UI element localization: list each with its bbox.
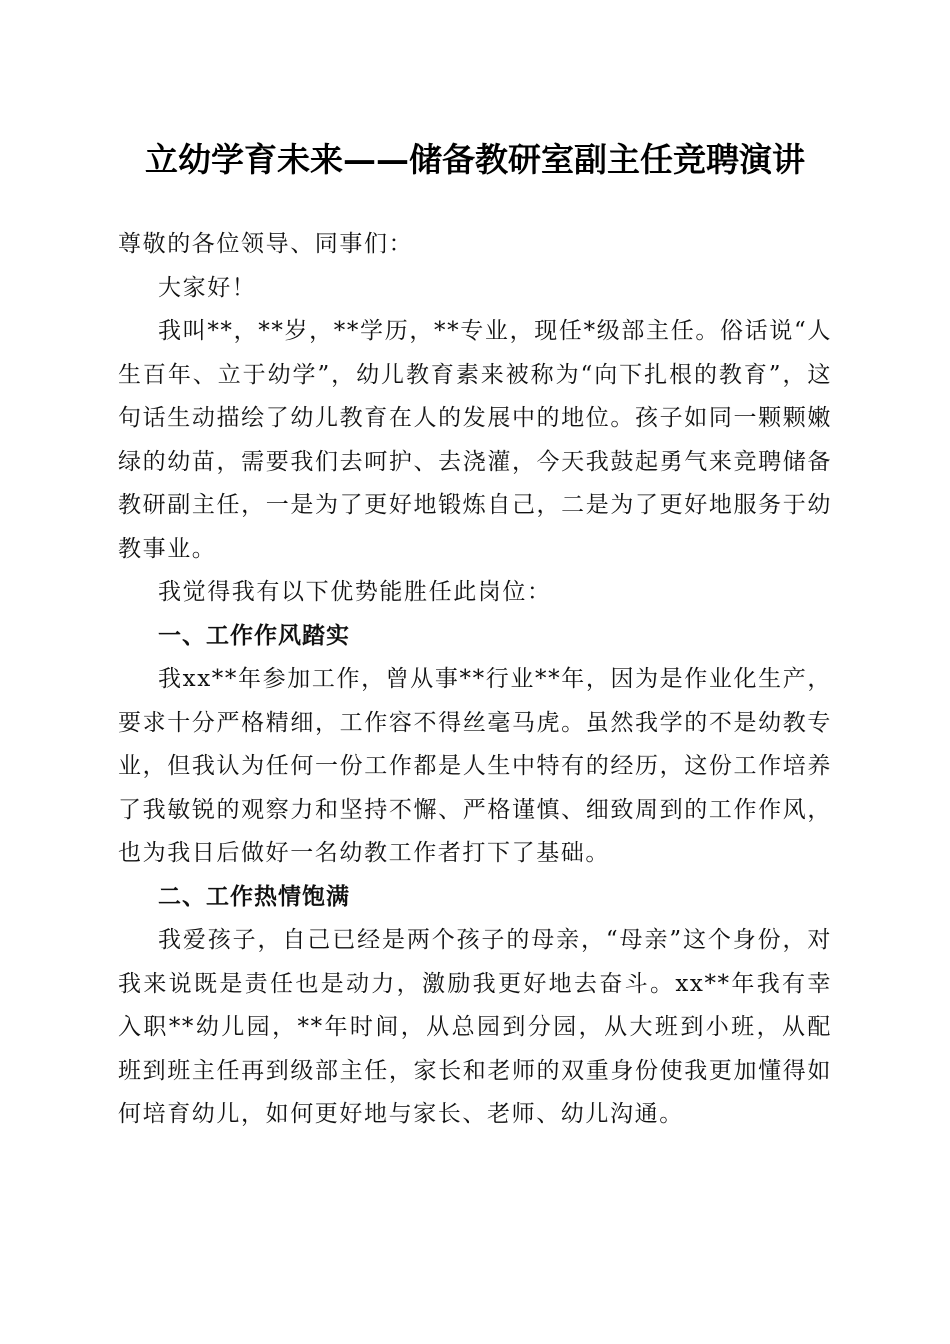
- section-heading-1: 一、工作作风踏实: [158, 622, 350, 649]
- salutation: 尊敬的各位领导、同事们：: [118, 231, 414, 257]
- greeting: 大家好！: [158, 274, 257, 301]
- document-body: [118, 223, 832, 1137]
- intro-paragraph: 我叫**，**岁，**学历，**专业，现任*级部主任。俗话说“人生百年、立于幼学”，幼儿教育素来被称为“向下扎根的教育”，这句话生动描绘了幼儿教育在人的发展中的地位。孩子如同一颗颗嫩绿的幼苗，需要我们去呵护、去浇灌，今天我鼓起勇气来竞聘储备教研副主任，一是为了更好地锻炼自己，二是为了更好地服务于幼教事业。: [118, 318, 832, 562]
- document-title: 立幼学育未来——储备教研室副主任竞聘演讲: [145, 140, 805, 179]
- advantages-lead: 我觉得我有以下优势能胜任此岗位：: [158, 579, 552, 605]
- section-heading-2: 二、工作热情饱满: [158, 883, 350, 910]
- section-body-1: 我xx**年参加工作，曾从事**行业**年，因为是作业化生产，要求十分严格精细，工作容不得丝毫马虎。虽然我学的不是幼教专业，但我认为任何一份工作都是人生中特有的经历，这份工作培养了我敏锐的观察力和坚持不懈、严格谨慎、细致周到的工作作风，也为我日后做好一名幼教工作者打下了基础。: [118, 666, 832, 866]
- section-body-2: 我爱孩子，自己已经是两个孩子的母亲，“母亲”这个身份，对我来说既是责任也是动力，激励我更好地去奋斗。xx**年我有幸入职**幼儿园，**年时间，从总园到分园，从大班到小班，从配班到班主任再到级部主任，家长和老师的双重身份使我更加懂得如何培育幼儿，如何更好地与家长、老师、幼儿沟通。: [118, 927, 832, 1127]
